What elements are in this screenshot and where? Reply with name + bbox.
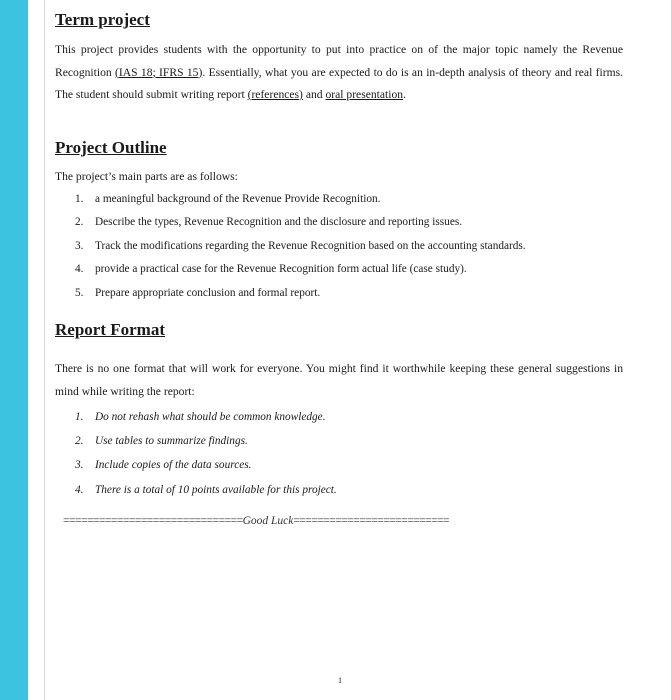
left-accent-bar — [0, 0, 28, 700]
list-item — [75, 405, 615, 429]
list-number: 1. — [75, 411, 84, 423]
list-item — [75, 429, 615, 453]
intro-text-4: . — [403, 88, 406, 101]
list-number: 3. — [75, 239, 84, 252]
list-number: 4. — [75, 263, 84, 276]
divider-rule-right: ========================== — [293, 515, 450, 527]
list-number: 5. — [75, 286, 84, 299]
intro-text-1: This project provides students with the opportunity to put into practice on of the major topic namely the Revenue Recognition — [55, 43, 623, 79]
list-number: 4. — [75, 483, 84, 496]
list-item — [75, 188, 615, 211]
document-page — [55, 0, 627, 700]
divider-rule-left: ============================== — [63, 515, 243, 527]
list-item — [75, 282, 615, 305]
list-number: 2. — [75, 216, 84, 229]
list-text: a meaningful background of the Revenue Provide Recognition. — [95, 193, 381, 205]
outline-lead-text: The project’s main parts are as follows: — [55, 170, 238, 183]
list-text: provide a practical case for the Revenue Recognition form actual life (case study). — [95, 263, 467, 276]
list-text: Do not rehash what should be common knowledge. — [95, 411, 326, 423]
format-paragraph: There is no one format that will work for everyone. You might find it worthwhile keeping these general suggestions in mind while writing the report: — [55, 362, 623, 398]
list-item — [75, 478, 615, 502]
list-text: There is a total of 10 points available for this project. — [95, 483, 337, 496]
references-term: (references) — [247, 88, 303, 101]
list-item — [75, 211, 615, 234]
oral-presentation-term: oral presentation — [325, 88, 404, 101]
list-number: 2. — [75, 435, 84, 448]
intro-paragraph — [55, 39, 623, 107]
format-list — [75, 405, 615, 502]
term-project-heading: Term project — [55, 10, 150, 29]
intro-text-3: and — [302, 88, 326, 101]
outline-list — [75, 188, 615, 305]
list-text: Include copies of the data sources. — [95, 459, 252, 472]
intro-text-2: . Essentially, what you are expected to do is an in-depth analysis of theory and real firms. The student should submit writing report — [55, 65, 623, 101]
report-format-heading: Report Format — [55, 320, 165, 339]
good-luck-text: Good Luck — [242, 515, 294, 527]
list-text: Describe the types, Revenue Recognition and the disclosure and reporting issues. — [95, 216, 463, 229]
ias-ifrs-reference: (IAS 18; IFRS 15) — [115, 65, 203, 79]
page-number: 1 — [338, 676, 342, 685]
good-luck-divider — [63, 515, 623, 527]
list-item — [75, 258, 615, 281]
project-outline-heading: Project Outline — [55, 138, 167, 157]
list-item — [75, 453, 615, 477]
list-text: Track the modifications regarding the Revenue Recognition based on the accounting standards. — [95, 239, 526, 252]
list-number: 1. — [75, 193, 84, 205]
list-text: Use tables to summarize findings. — [95, 435, 248, 448]
list-text: Prepare appropriate conclusion and formal report. — [95, 286, 321, 299]
list-item — [75, 235, 615, 258]
list-number: 3. — [75, 459, 84, 472]
page-margin-line — [44, 0, 45, 700]
